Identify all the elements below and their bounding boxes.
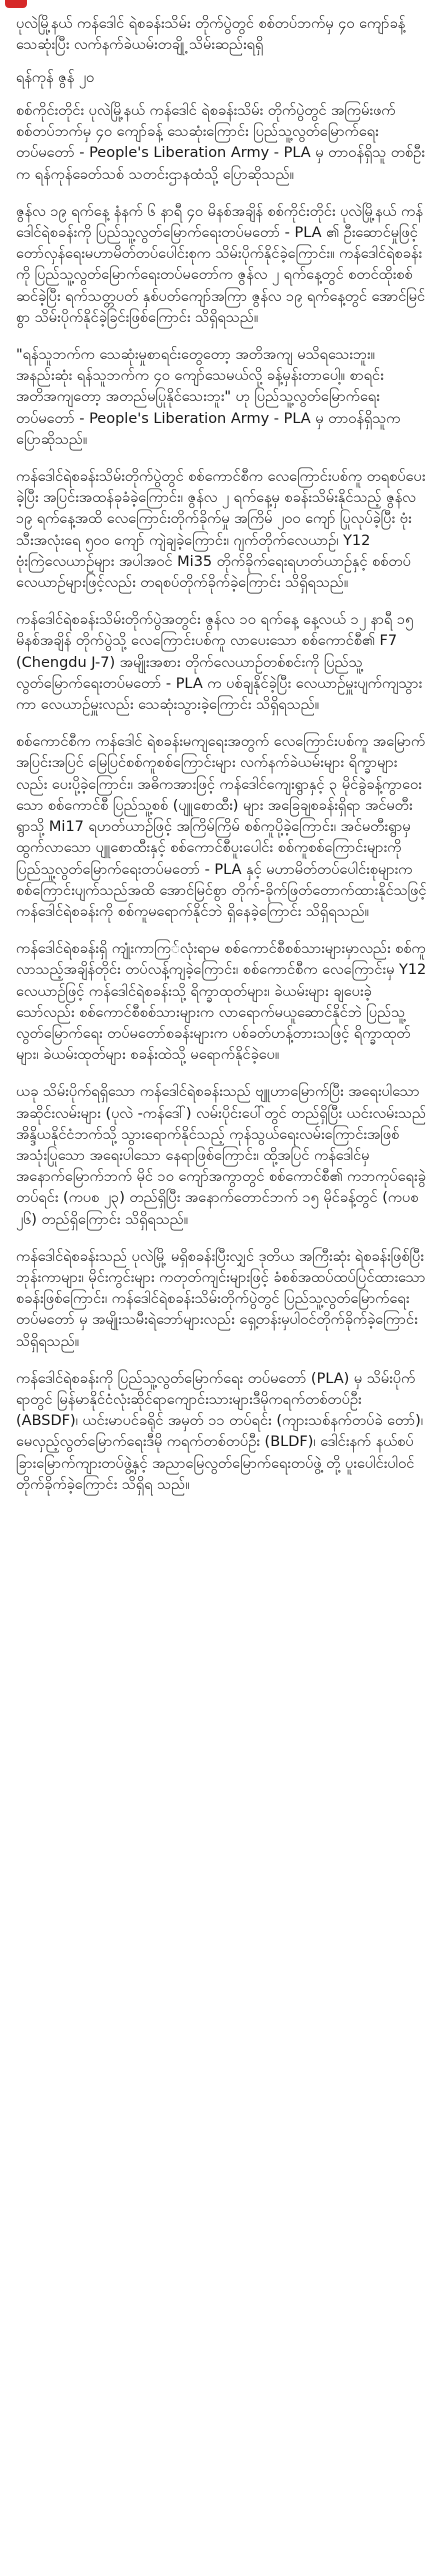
article-paragraph-10: ကန်ဒေါင်ရဲစခန်းကို ပြည်သူ့လွတ်မြောက်ရေး တပ်မတော် (PLA) မှ သိမ်းပိုက်ရာတွင် မြန်မာနိုင်ငံလုံးဆိုင်ရာကျောင်းသားများဒီမိုကရက်တစ်တပ်ဦး (ABSDF)၊ ယင်းမာပင်ခရိုင် အမှတ် ၁၁ တပ်ရင်း (ကျားသစ်နက်တပ်ခဲ တော်)၊ မေလှည့်လွတ်မြောက်ရေးဒီမို ကရက်တစ်တပ်ဦး (BLDF)၊ ဒေါင်းနက် နယ်စပ်ခြားမြောက်ကျားတပ်ဖွဲ့နှင့် အညာမြေလွတ်မြောက်ရေးတပ်ဖွဲ့ တို့ ပူးပေါင်းပါဝင်တိုက်ခိုက်ခဲ့ကြောင်း သိရှိရ သည်။: [16, 1370, 424, 1493]
article-paragraph-8: ယခု သိမ်းပိုက်ရရှိသော ကန်ဒေါင်ရဲစခန်းသည် ဗျူဟာမြောက်ပြီး အရေးပါသော အဆိုင်းလမ်းများ (ပုလဲ -ကန်ဒေါ်) လမ်းပိုင်းပေါ်တွင် တည်ရှိပြီး ယင်းလမ်းသည် အိန္ဒိယနိုင်ငံဘက်သို့ သွားရောက်နိုင်သည့် ကုန်သွယ်ရေးလမ်းကြောင်းအဖြစ် အသုံးပြုသော အရေးပါသော နေရာဖြစ်ကြောင်း၊ ထို့အပြင် ကန်ဒေါင်မှ အနောက်မြောက်ဘက် မိုင် ၁၀ ကျော်အကွာတွင် စစ်ကောင်စီ၏ ကဘကုပ်ရေးခွဲတပ်ရင်း (ကပစ ၂၃) တည်ရှိပြီး အနောက်တောင်ဘက် ၁၅ မိုင်ခန့်တွင် (ကပစ ၂၆) တည်ရှိကြောင်း သိရှိရသည်။: [16, 1084, 427, 1228]
article-paragraph-2: ဇွန်လ ၁၉ ရက်နေ့ နံနက် ၆ နာရီ ၄၀ မိနစ်အချိန် စစ်ကိုင်းတိုင်း ပုလဲမြို့နယ် ကန်ဒေါင်ရဲစခန်းကို ပြည်သူ့လွတ်မြောက်ရေးတပ်မတော် - PLA ၏ ဦးဆောင်မှုဖြင့် တော်လှန်ရေးမဟာမိတ်တပ်ပေါင်းစုက သိမ်းပိုက်နိုင်ခဲ့ကြောင်း။ ကန်ဒေါင်ရဲစခန်းကို ပြည်သူ့လွတ်မြောက်ရေးတပ်မတော်က ဇွန်လ ၂ ရက်နေ့တွင် စတင်ထိုးစစ်ဆင်ခဲ့ပြီး ရက်သတ္တပတ် နှစ်ပတ်ကျော်အကြာ ဇွန်လ ၁၉ ရက်နေ့တွင် အောင်မြင်စွာ သိမ်းပိုက်နိုင်ခဲ့ခြင်းဖြစ်ကြောင်း သိရှိရသည်။: [16, 203, 426, 326]
article-paragraph-9: ကန်ဒေါင်ရဲစခန်းသည် ပုလဲမြို့ မရှိစခန်းပြီးလျှင် ဒုတိယ အကြီးဆုံး ရဲစခန်းဖြစ်ပြီး ဘုန်းကာများ၊ မိုင်းကွင်းများ ကတုတ်ကျင်းများဖြင့် ခံစစ်အထပ်ထပ်ပြင်ထားသောစခန်းဖြစ်ကြောင်း၊ ကန်ဒေါင်ရဲစခန်းသိမ်းတိုက်ပွဲတွင် ပြည်သူ့လွတ်မြောက်ရေးတပ်မတော် မှ အမျိုးသမီးရဲဘော်များလည်း ရှေ့တန်းမှပါဝင်တိုက်ခိုက်ခဲ့ကြောင်း သိရှိရသည်။: [16, 1248, 426, 1350]
article-paragraph-7: ကန်ဒေါင်ရဲစခန်းရှိ ကျုံးကာကြ်လုံးရာမ စစ်ကောင်စီစစ်သားများမှာလည်း စစ်ကူလာသည့်အချိန်တိုင်း တပ်လန့်ကျခဲ့ကြောင်း၊ စစ်ကောင်စီက လေကြောင်းမှ Y12 လေယာဉ်ဖြင့် ကန်ဒေါင်ရဲစခန်းသို့ ရိက္ခာထုတ်များ၊ ခဲယမ်းများ ချပေးခဲ့သော်လည်း စစ်ကောင်စီစစ်သားများက လာရောက်မယူဆောင်နိုင်ဘဲ ပြည်သူ့လွတ်မြောက်ရေး တပ်မတော်စခန်းများက ပစ်ခတ်ဟန့်တားသဖြင့် ရိက္ခာထုတ်များ၊ ခဲယမ်းထုတ်များ စခန်းထဲသို့ မရောက်နိုင်ခဲ့ပေ။: [16, 941, 427, 1064]
article-paragraph-1: စစ်ကိုင်းတိုင်း ပုလဲမြို့နယ် ကန်ဒေါင် ရဲစခန်းသိမ်း တိုက်ပွဲတွင် အကြမ်းဖက် စစ်တပ်ဘက်မှ ၄၀ ကျော်ခန့် သေဆုံးကြောင်း ပြည်သူ့လွတ်မြောက်ရေးတပ်မတော် - People's Liberation Army - PLA မှ တာဝန်ရှိသူ တစ်ဦးက ရန်ကုန်ခေတ်သစ် သတင်းဌာနထံသို့ ပြောဆိုသည်။: [16, 103, 425, 183]
article-paragraph-6: စစ်ကောင်စီက ကန်ဒေါင် ရဲစခန်းမကျရေးအတွက် လေကြောင်းပစ်ကူ အမြောက်အပြင်းအပြင် မြေပြင်စစ်ကူစစ်ကြောင်းများ လက်နက်ခဲယမ်းများ ရိက္ခာများလည်း ပေးပို့ခဲ့ကြောင်း၊ အဓိကအားဖြင့် ကန်ဒေါင်ကျေးရွာနှင့် ၃ မိုင်ခွဲခန့်ကွာဝေးသော စစ်ကောင်စီ ပြည်သူ့စစ် (ပျူစောထီး) များ အခြေချစခန်းရှိရာ အင်မတီး ရွာသို့ Mi17 ရဟတ်ယာဉ်ဖြင့် အကြိမ်ကြိမ် စစ်ကူပို့ခဲ့ကြောင်း၊ အင်မတီးရွာမှ ထွက်လာသော ပျူစောထီးနှင့် စစ်ကောင်စီပူးပေါင်း စစ်ကူစစ်ကြောင်းများကို ပြည်သူ့လွတ်မြောက်ရေးတပ်မတော် - PLA နှင့် မဟာမိတ်တပ်ပေါင်းစုများက စစ်ကြောင်းပျက်သည်အထိ အောင်မြင်စွာ တိုက်-ခိုက်ဖြတ်တောက်ထားနိုင်သဖြင့် ကန်ဒေါင်ရဲစခန်းကို စစ်ကူမရောက်နိုင်ဘဲ ရှိနေခဲ့ကြောင်း သိရှိရသည်။: [16, 734, 427, 920]
article-paragraph-5: ကန်ဒေါင်ရဲစခန်းသိမ်းတိုက်ပွဲအတွင်း ဇွန်လ ၁၀ ရက်နေ့ နေ့လယ် ၁၂ နာရီ ၁၅ မိနစ်အချိန် တိုက်ပွဲသို့ လေကြောင်းပစ်ကူ လာပေးသော စစ်ကောင်စီ၏ F7 (Chengdu J-7) အမျိုးအစား တိုက်လေယာဉ်တစ်စင်းကို ပြည်သူ့လွတ်မြောက်ရေးတပ်မတော် - PLA က ပစ်ချနိုင်ခဲ့ပြီး လေယာဉ်မှူးပျက်ကျသွားကာ လေယာဉ်မှူးလည်း သေဆုံးသွားခဲ့ကြောင်း သိရှိရသည်။: [16, 612, 423, 714]
article-headline: ပုလဲမြို့နယ် ကန်ဒေါင် ရဲစခန်းသိမ်း တိုက်ပွဲတွင် စစ်တပ်ဘက်မှ ၄၀ ကျော်ခန့် သေဆုံးပြီး လက်နက်ခဲယမ်းတချို့ သိမ်းဆည်းရရှိ: [16, 16, 406, 53]
article-paragraph-3: "ရန်သူဘက်က သေဆုံးမှုစာရင်းတွေတော့ အတိအကျ မသိရသေးဘူး။ အနည်းဆုံး ရန်သူဘက်က ၄၀ ကျော်သေမယ်လို့ ခန့်မှန်းတာပေါ့။ စာရင်း အတိအကျတော့ အတည်မပြုနိုင်သေးဘူး" ဟု ပြည်သူ့လွတ်မြောက်ရေး တပ်မတော် - People's Liberation Army - PLA မှ တာဝန်ရှိသူက ပြောဆိုသည်။: [16, 347, 401, 448]
brand-accent-mark: [5, 0, 27, 8]
top-bar: [0, 0, 443, 8]
article-dateline: ရန်ကုန် ဇွန် ၂၀: [16, 70, 95, 86]
article-paragraph-4: ကန်ဒေါင်ရဲစခန်းသိမ်းတိုက်ပွဲတွင် စစ်ကောင်စီက လေကြောင်းပစ်ကူ တရစပ်ပေးခဲ့ပြီး အပြင်းအထန်ခုခံခဲ့ကြောင်း၊ ဇွန်လ ၂ ရက်နေ့မှ စခန်းသိမ်းနိုင်သည့် ဇွန်လ ၁၉ ရက်နေ့အထိ လေကြောင်းတိုက်ခိုက်မှု အကြိမ် ၂၀၀ ကျော် ပြုလုပ်ခဲ့ပြီး ဗုံးသီးအလုံးရေ ၅၀၀ ကျော် ကျဲချခဲ့ကြောင်း၊ ဂျက်တိုက်လေယာဉ်၊ Y12 ဗုံးကြဲလေယာဉ်များ အပါအဝင် Mi35 တိုက်ခိုက်ရေးရဟတ်ယာဉ်နှင့် စစ်တပ်လေယာဉ်များဖြင့်လည်း တရစပ်တိုက်ခိုက်ခဲ့ကြောင်း သိရှိရသည်။: [16, 469, 426, 592]
article-body: [0, 8, 443, 1496]
